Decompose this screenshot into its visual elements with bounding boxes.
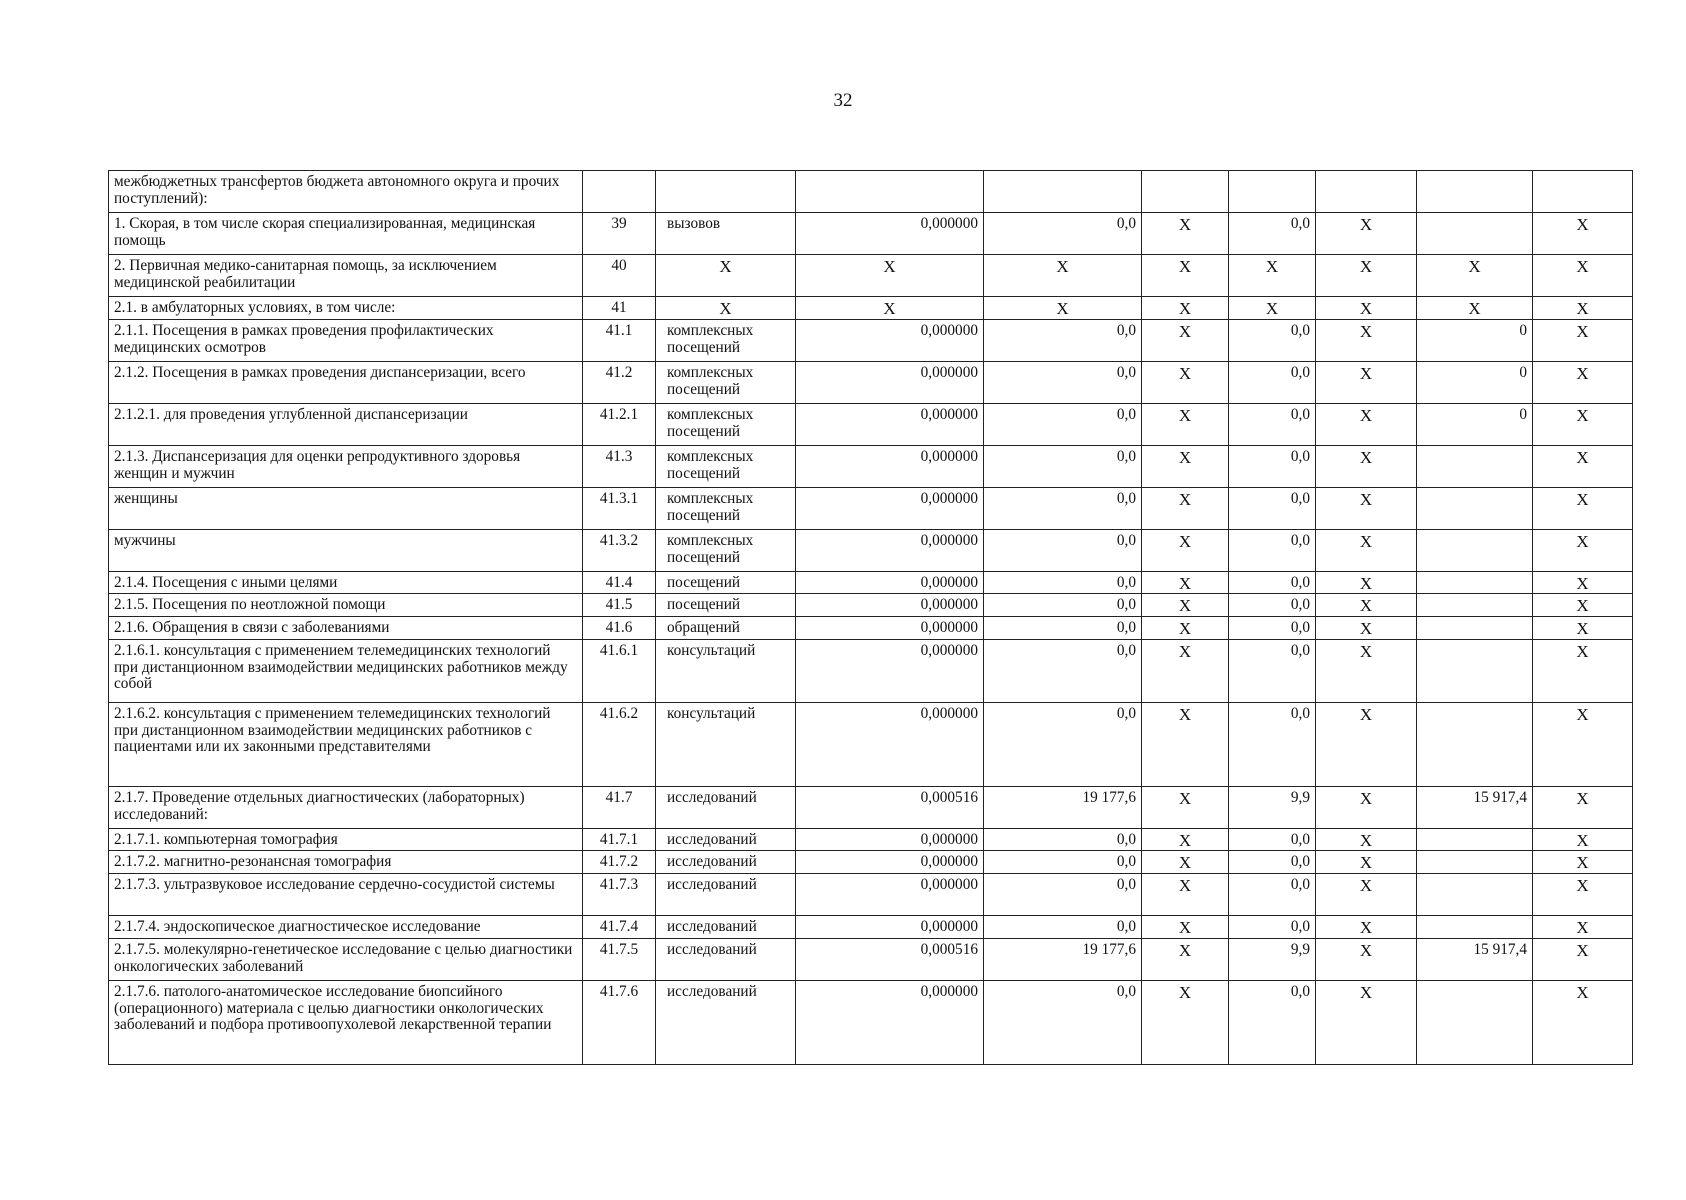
cell-col-5: 19 177,6 <box>984 938 1142 980</box>
cell-unit: исследований <box>656 828 796 851</box>
table-row <box>109 938 1633 980</box>
cell-code: 41.1 <box>583 319 656 361</box>
table-row <box>109 487 1633 529</box>
cell-code: 41.7.5 <box>583 938 656 980</box>
cell-code: 41.7.4 <box>583 916 656 939</box>
cell-unit: X <box>656 255 796 297</box>
cell-col-8: X <box>1316 255 1417 297</box>
cell-code: 41.2.1 <box>583 403 656 445</box>
cell-unit: консультаций <box>656 639 796 702</box>
cell-col-8: X <box>1316 617 1417 640</box>
cell-name: 2.1.2. Посещения в рамках проведения диспансеризации, всего <box>109 361 583 403</box>
cell-col-8: X <box>1316 702 1417 786</box>
cell-col-10: X <box>1533 213 1633 255</box>
cell-col-7: 0,0 <box>1229 702 1316 786</box>
cell-unit: комплексных посещений <box>656 529 796 571</box>
cell-col-10: X <box>1533 255 1633 297</box>
cell-name: 2.1.7.3. ультразвуковое исследование сердечно-сосудистой системы <box>109 874 583 916</box>
cell-col-5: 19 177,6 <box>984 786 1142 828</box>
cell-col-5: 0,0 <box>984 445 1142 487</box>
cell-code: 41.7.6 <box>583 980 656 1064</box>
cell-code: 39 <box>583 213 656 255</box>
cell-col-10: X <box>1533 617 1633 640</box>
cell-col-6 <box>1142 171 1229 213</box>
cell-col-9 <box>1417 874 1533 916</box>
table-row <box>109 361 1633 403</box>
cell-unit: обращений <box>656 617 796 640</box>
cell-col-4: 0,000000 <box>796 487 984 529</box>
cell-col-5: 0,0 <box>984 617 1142 640</box>
cell-col-7: 0,0 <box>1229 445 1316 487</box>
cell-col-10: X <box>1533 938 1633 980</box>
cell-col-5: 0,0 <box>984 529 1142 571</box>
cell-col-5: 0,0 <box>984 874 1142 916</box>
cell-col-6: X <box>1142 487 1229 529</box>
cell-name: межбюджетных трансфертов бюджета автономного округа и прочих поступлений): <box>109 171 583 213</box>
cell-col-7: X <box>1229 297 1316 320</box>
cell-col-7: 0,0 <box>1229 828 1316 851</box>
cell-col-6: X <box>1142 639 1229 702</box>
cell-col-10: X <box>1533 702 1633 786</box>
cell-col-6: X <box>1142 319 1229 361</box>
cell-col-9 <box>1417 571 1533 594</box>
table-row <box>109 916 1633 939</box>
cell-unit: комплексных посещений <box>656 445 796 487</box>
table-row <box>109 445 1633 487</box>
cell-name: 2.1.1. Посещения в рамках проведения профилактических медицинских осмотров <box>109 319 583 361</box>
cell-col-4: 0,000000 <box>796 702 984 786</box>
cell-col-9: X <box>1417 255 1533 297</box>
cell-col-9 <box>1417 916 1533 939</box>
cell-col-10 <box>1533 171 1633 213</box>
cell-col-8: X <box>1316 980 1417 1064</box>
cell-col-4: 0,000000 <box>796 445 984 487</box>
cell-unit: комплексных посещений <box>656 487 796 529</box>
cell-col-5: 0,0 <box>984 594 1142 617</box>
table-row <box>109 702 1633 786</box>
cell-col-9: 15 917,4 <box>1417 786 1533 828</box>
cell-col-10: X <box>1533 571 1633 594</box>
cell-col-7: 0,0 <box>1229 851 1316 874</box>
cell-code: 41.6.1 <box>583 639 656 702</box>
cell-col-8: X <box>1316 571 1417 594</box>
cell-col-10: X <box>1533 594 1633 617</box>
table-row <box>109 874 1633 916</box>
cell-col-6: X <box>1142 529 1229 571</box>
cell-unit: исследований <box>656 916 796 939</box>
cell-col-5: 0,0 <box>984 403 1142 445</box>
table-body <box>109 171 1633 1065</box>
page-number: 32 <box>833 90 853 111</box>
cell-col-4: 0,000000 <box>796 361 984 403</box>
cell-col-7: 9,9 <box>1229 786 1316 828</box>
cell-col-5: X <box>984 255 1142 297</box>
cell-unit: исследований <box>656 851 796 874</box>
cell-name: 1. Скорая, в том числе скорая специализированная, медицинская помощь <box>109 213 583 255</box>
cell-col-4: 0,000000 <box>796 980 984 1064</box>
cell-col-4: 0,000000 <box>796 594 984 617</box>
cell-code: 41.3 <box>583 445 656 487</box>
cell-col-10: X <box>1533 319 1633 361</box>
cell-col-9 <box>1417 639 1533 702</box>
table-row <box>109 403 1633 445</box>
cell-col-5: 0,0 <box>984 319 1142 361</box>
cell-col-5: 0,0 <box>984 702 1142 786</box>
cell-code: 41.7.3 <box>583 874 656 916</box>
cell-col-8: X <box>1316 487 1417 529</box>
cell-unit: исследований <box>656 786 796 828</box>
cell-col-6: X <box>1142 255 1229 297</box>
cell-name: 2.1.5. Посещения по неотложной помощи <box>109 594 583 617</box>
cell-name: 2.1.4. Посещения с иными целями <box>109 571 583 594</box>
cell-code: 41.2 <box>583 361 656 403</box>
cell-col-7: 0,0 <box>1229 639 1316 702</box>
cell-col-10: X <box>1533 786 1633 828</box>
cell-unit: исследований <box>656 980 796 1064</box>
cell-col-6: X <box>1142 297 1229 320</box>
cell-col-8: X <box>1316 851 1417 874</box>
cell-code: 41.6 <box>583 617 656 640</box>
cell-col-4: 0,000000 <box>796 874 984 916</box>
cell-col-5: 0,0 <box>984 980 1142 1064</box>
cell-name: 2.1.7.4. эндоскопическое диагностическое исследование <box>109 916 583 939</box>
table-row <box>109 171 1633 213</box>
table-row <box>109 980 1633 1064</box>
cell-col-5: 0,0 <box>984 213 1142 255</box>
cell-col-10: X <box>1533 828 1633 851</box>
cell-col-4: 0,000000 <box>796 916 984 939</box>
cell-code: 41.3.1 <box>583 487 656 529</box>
cell-col-6: X <box>1142 617 1229 640</box>
cell-col-4: 0,000000 <box>796 617 984 640</box>
cell-col-9 <box>1417 851 1533 874</box>
cell-unit: комплексных посещений <box>656 319 796 361</box>
cell-col-8: X <box>1316 786 1417 828</box>
cell-col-7: X <box>1229 255 1316 297</box>
cell-code: 41.7.2 <box>583 851 656 874</box>
cell-col-8: X <box>1316 319 1417 361</box>
cell-code: 41.6.2 <box>583 702 656 786</box>
cell-col-7: 0,0 <box>1229 487 1316 529</box>
cell-name: 2.1.6.1. консультация с применением телемедицинских технологий при дистанционном взаимодействии медицинских работников между собой <box>109 639 583 702</box>
cell-col-9 <box>1417 617 1533 640</box>
cell-col-6: X <box>1142 702 1229 786</box>
cell-col-5 <box>984 171 1142 213</box>
cell-code: 41.5 <box>583 594 656 617</box>
cell-name: 2.1.7.5. молекулярно-генетическое исследование с целью диагностики онкологических заболеваний <box>109 938 583 980</box>
cell-col-8: X <box>1316 445 1417 487</box>
cell-col-7: 0,0 <box>1229 874 1316 916</box>
cell-code: 41 <box>583 297 656 320</box>
cell-col-5: 0,0 <box>984 571 1142 594</box>
cell-unit: комплексных посещений <box>656 403 796 445</box>
cell-col-5: 0,0 <box>984 851 1142 874</box>
table-row <box>109 594 1633 617</box>
cell-col-9 <box>1417 213 1533 255</box>
cell-name: 2.1.7.1. компьютерная томография <box>109 828 583 851</box>
cell-col-5: 0,0 <box>984 487 1142 529</box>
cell-unit <box>656 171 796 213</box>
cell-col-8: X <box>1316 403 1417 445</box>
cell-col-9: 0 <box>1417 319 1533 361</box>
cell-col-10: X <box>1533 529 1633 571</box>
cell-col-7: 0,0 <box>1229 319 1316 361</box>
table-row <box>109 529 1633 571</box>
cell-col-7: 0,0 <box>1229 213 1316 255</box>
cell-name: 2.1. в амбулаторных условиях, в том числе: <box>109 297 583 320</box>
cell-unit: X <box>656 297 796 320</box>
cell-col-9 <box>1417 828 1533 851</box>
cell-col-4: 0,000516 <box>796 938 984 980</box>
cell-col-4 <box>796 171 984 213</box>
cell-col-6: X <box>1142 851 1229 874</box>
cell-unit: комплексных посещений <box>656 361 796 403</box>
cell-code: 41.3.2 <box>583 529 656 571</box>
cell-col-9 <box>1417 702 1533 786</box>
cell-col-6: X <box>1142 361 1229 403</box>
cell-col-4: 0,000000 <box>796 828 984 851</box>
cell-unit: посещений <box>656 571 796 594</box>
cell-col-4: 0,000000 <box>796 571 984 594</box>
cell-col-8: X <box>1316 639 1417 702</box>
cell-col-10: X <box>1533 487 1633 529</box>
cell-name: 2.1.3. Диспансеризация для оценки репродуктивного здоровья женщин и мужчин <box>109 445 583 487</box>
cell-name: 2.1.7. Проведение отдельных диагностических (лабораторных) исследований: <box>109 786 583 828</box>
table-row <box>109 571 1633 594</box>
cell-col-10: X <box>1533 639 1633 702</box>
cell-col-5: 0,0 <box>984 361 1142 403</box>
cell-col-7: 0,0 <box>1229 916 1316 939</box>
cell-col-6: X <box>1142 874 1229 916</box>
cell-col-9 <box>1417 445 1533 487</box>
cell-code: 41.4 <box>583 571 656 594</box>
cell-col-8: X <box>1316 916 1417 939</box>
cell-col-5: X <box>984 297 1142 320</box>
cell-col-8: X <box>1316 213 1417 255</box>
cell-col-6: X <box>1142 916 1229 939</box>
cell-col-4: 0,000516 <box>796 786 984 828</box>
cell-col-4: 0,000000 <box>796 403 984 445</box>
cell-col-6: X <box>1142 980 1229 1064</box>
cell-name: 2. Первичная медико-санитарная помощь, за исключением медицинской реабилитации <box>109 255 583 297</box>
cell-col-10: X <box>1533 445 1633 487</box>
cell-col-9: X <box>1417 297 1533 320</box>
cell-col-7: 9,9 <box>1229 938 1316 980</box>
cell-unit: вызовов <box>656 213 796 255</box>
table-row <box>109 297 1633 320</box>
cell-col-7: 0,0 <box>1229 361 1316 403</box>
cell-col-6: X <box>1142 571 1229 594</box>
cell-name: 2.1.2.1. для проведения углубленной диспансеризации <box>109 403 583 445</box>
cell-col-10: X <box>1533 980 1633 1064</box>
cell-col-4: 0,000000 <box>796 213 984 255</box>
cell-col-8: X <box>1316 938 1417 980</box>
cell-col-5: 0,0 <box>984 828 1142 851</box>
cell-col-10: X <box>1533 361 1633 403</box>
cell-name: 2.1.6. Обращения в связи с заболеваниями <box>109 617 583 640</box>
cell-col-4: 0,000000 <box>796 319 984 361</box>
cell-code: 41.7 <box>583 786 656 828</box>
data-table <box>108 170 1633 1065</box>
cell-col-5: 0,0 <box>984 639 1142 702</box>
cell-col-6: X <box>1142 594 1229 617</box>
cell-code: 41.7.1 <box>583 828 656 851</box>
cell-col-10: X <box>1533 916 1633 939</box>
cell-col-6: X <box>1142 213 1229 255</box>
cell-unit: исследований <box>656 874 796 916</box>
cell-col-9 <box>1417 487 1533 529</box>
table-row <box>109 639 1633 702</box>
table-row <box>109 255 1633 297</box>
cell-col-8: X <box>1316 874 1417 916</box>
cell-col-4: X <box>796 297 984 320</box>
cell-name: мужчины <box>109 529 583 571</box>
cell-col-4: X <box>796 255 984 297</box>
cell-unit: исследований <box>656 938 796 980</box>
cell-col-8: X <box>1316 297 1417 320</box>
table-row <box>109 617 1633 640</box>
cell-name: 2.1.7.2. магнитно-резонансная томография <box>109 851 583 874</box>
cell-col-4: 0,000000 <box>796 851 984 874</box>
cell-unit: консультаций <box>656 702 796 786</box>
cell-col-4: 0,000000 <box>796 639 984 702</box>
cell-name: 2.1.6.2. консультация с применением телемедицинских технологий при дистанционном взаимодействии медицинских работников с пациентами или их законными представителями <box>109 702 583 786</box>
cell-col-7: 0,0 <box>1229 571 1316 594</box>
cell-col-7: 0,0 <box>1229 403 1316 445</box>
cell-col-9 <box>1417 980 1533 1064</box>
table-row <box>109 786 1633 828</box>
cell-col-4: 0,000000 <box>796 529 984 571</box>
cell-col-10: X <box>1533 403 1633 445</box>
cell-col-6: X <box>1142 445 1229 487</box>
cell-col-7: 0,0 <box>1229 617 1316 640</box>
cell-col-7: 0,0 <box>1229 980 1316 1064</box>
cell-code: 40 <box>583 255 656 297</box>
cell-unit: посещений <box>656 594 796 617</box>
cell-col-5: 0,0 <box>984 916 1142 939</box>
cell-col-7: 0,0 <box>1229 529 1316 571</box>
cell-col-8: X <box>1316 529 1417 571</box>
cell-col-9: 15 917,4 <box>1417 938 1533 980</box>
cell-name: женщины <box>109 487 583 529</box>
cell-col-10: X <box>1533 851 1633 874</box>
cell-col-10: X <box>1533 297 1633 320</box>
cell-col-6: X <box>1142 828 1229 851</box>
cell-col-9 <box>1417 171 1533 213</box>
cell-col-9 <box>1417 594 1533 617</box>
cell-col-9: 0 <box>1417 403 1533 445</box>
cell-col-10: X <box>1533 874 1633 916</box>
table-row <box>109 828 1633 851</box>
cell-col-6: X <box>1142 786 1229 828</box>
cell-col-9 <box>1417 529 1533 571</box>
cell-col-6: X <box>1142 403 1229 445</box>
table-row <box>109 213 1633 255</box>
table-row <box>109 851 1633 874</box>
cell-code <box>583 171 656 213</box>
cell-col-7: 0,0 <box>1229 594 1316 617</box>
cell-col-8 <box>1316 171 1417 213</box>
cell-col-6: X <box>1142 938 1229 980</box>
cell-col-8: X <box>1316 594 1417 617</box>
cell-col-8: X <box>1316 828 1417 851</box>
cell-name: 2.1.7.6. патолого-анатомическое исследование биопсийного (операционного) материала с целью диагностики онкологических заболеваний и подбора противоопухолевой лекарственной терапии <box>109 980 583 1064</box>
cell-col-7 <box>1229 171 1316 213</box>
table-row <box>109 319 1633 361</box>
cell-col-9: 0 <box>1417 361 1533 403</box>
cell-col-8: X <box>1316 361 1417 403</box>
